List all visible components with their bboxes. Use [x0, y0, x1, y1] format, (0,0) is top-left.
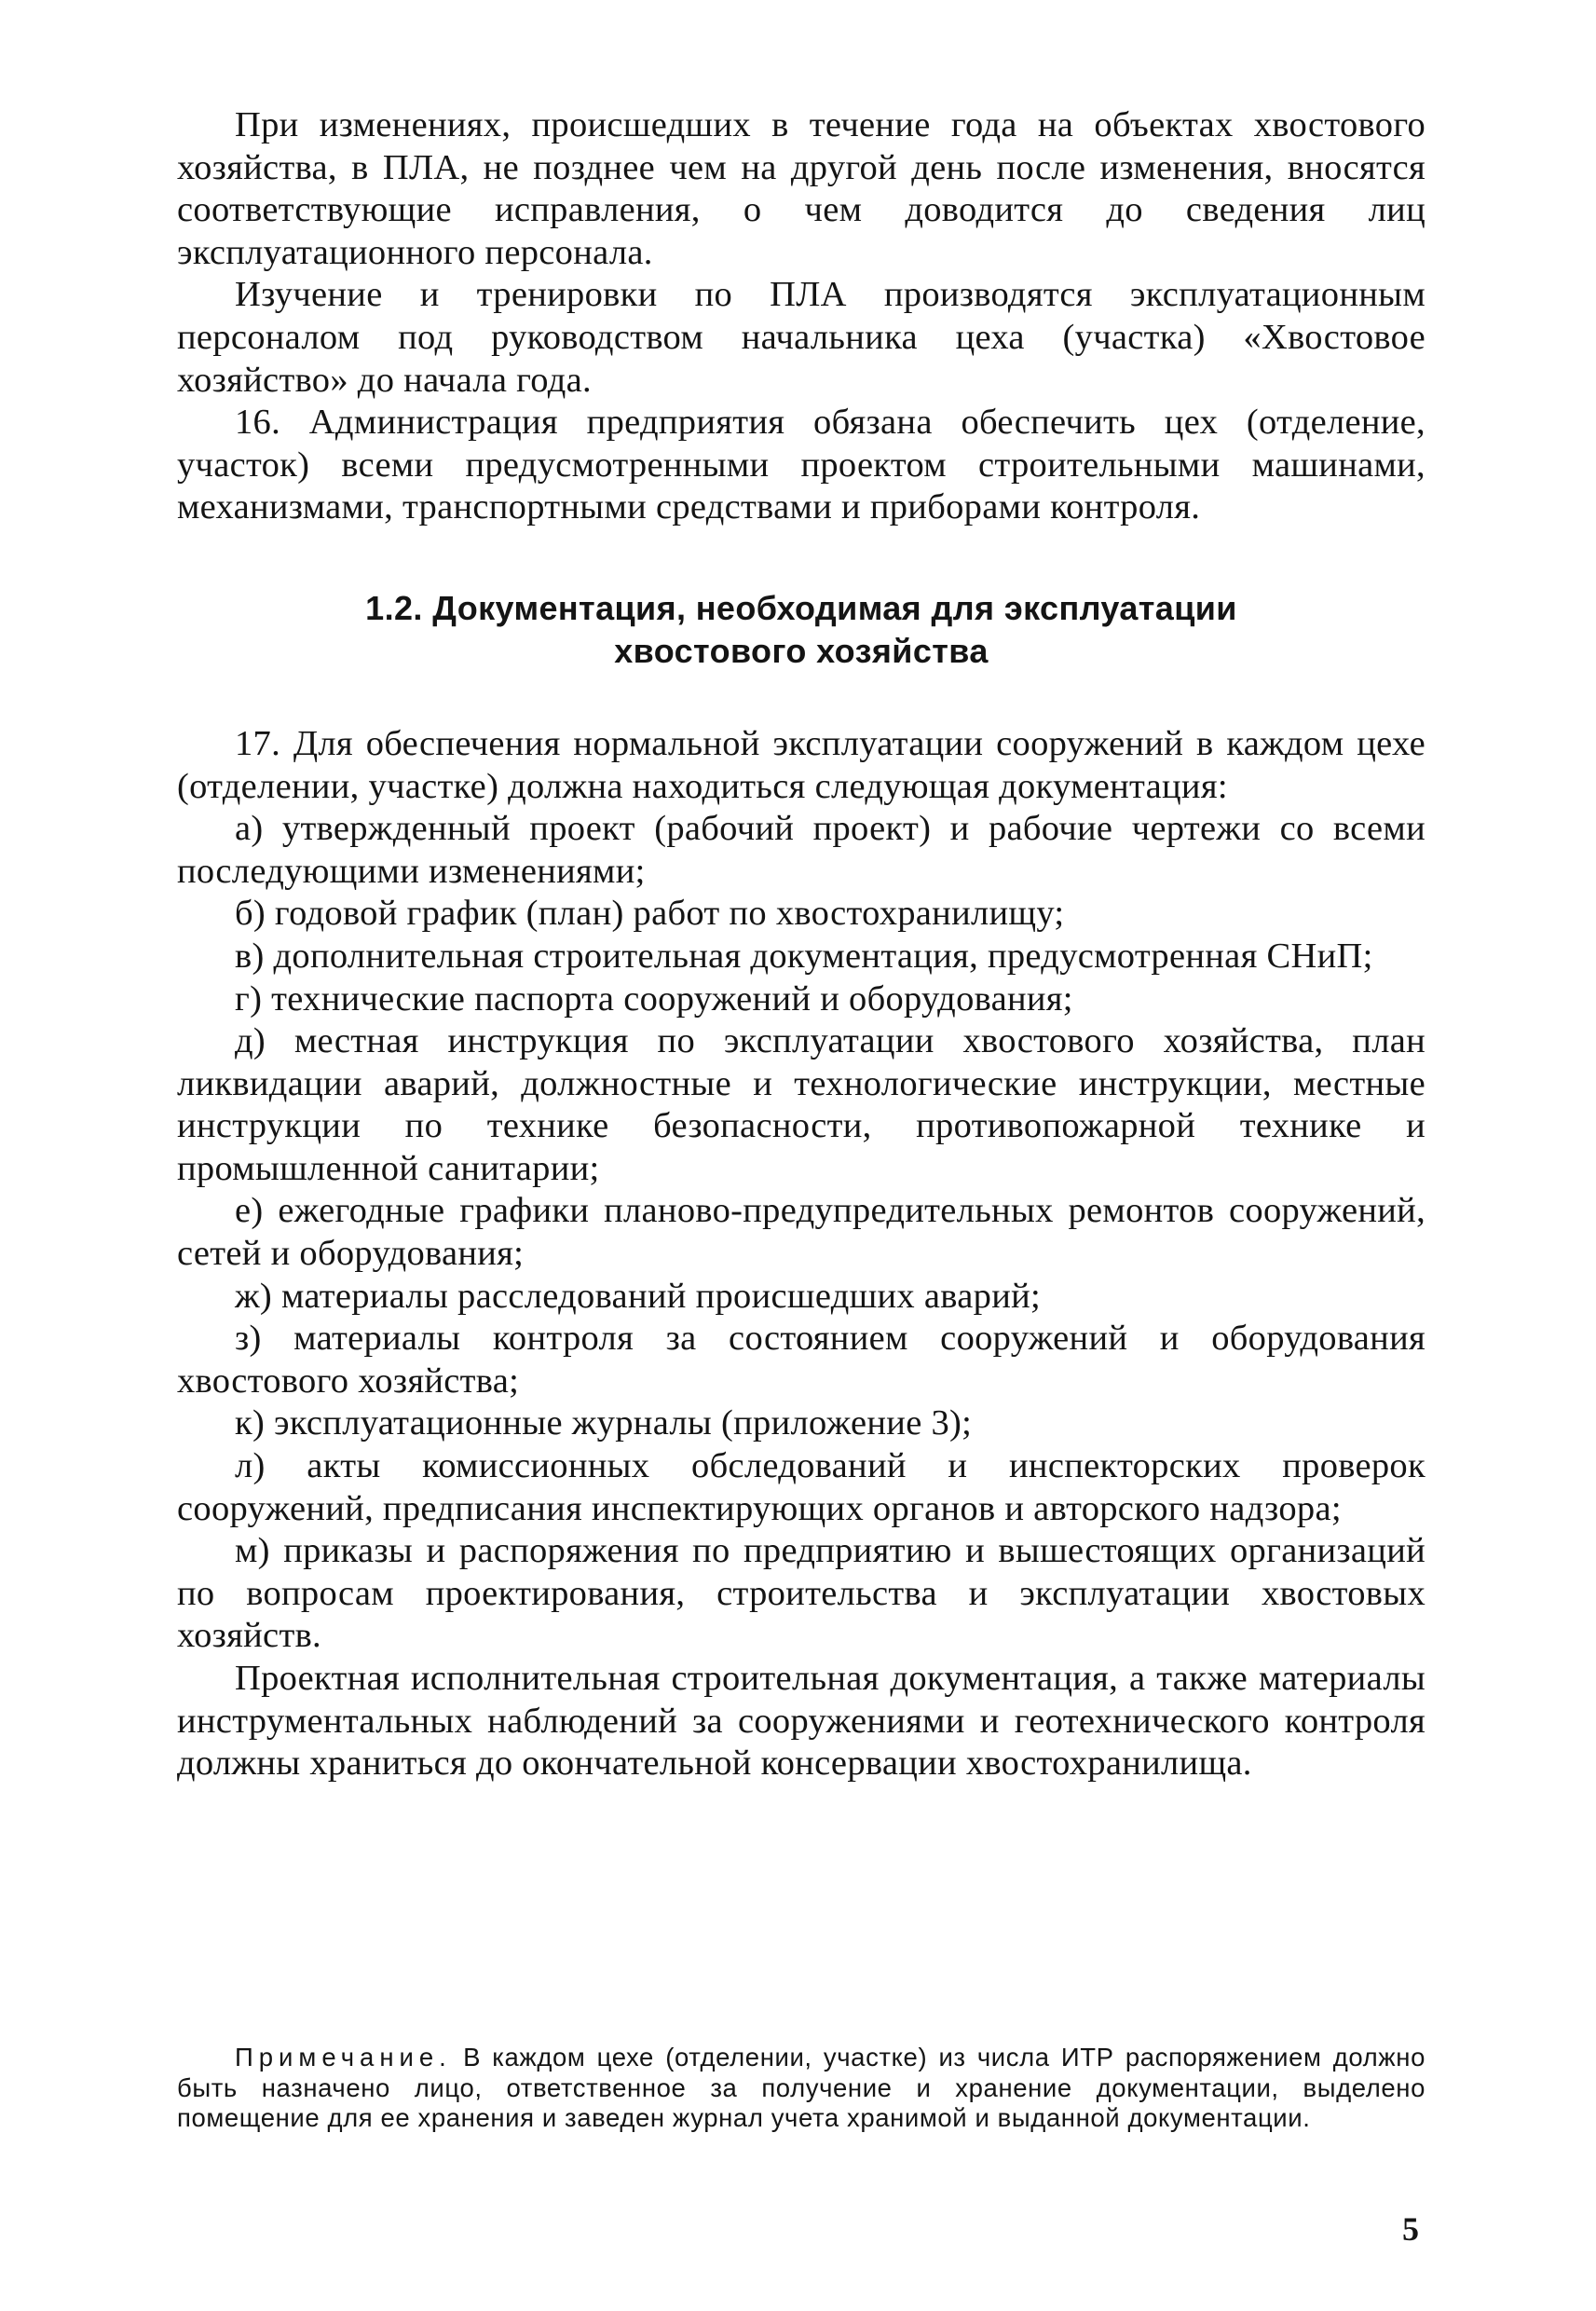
note-text: В каждом цехе (отделении, участке) из числа ИТР распоряжением должно быть назначено лицо, ответственное за получение и хранение документации, выделено помещение для ее хранения и заведен журнал учета хранимой и выданной документации.	[177, 2043, 1425, 2132]
section-title	[177, 587, 1425, 673]
page-number: 5	[1402, 2210, 1419, 2248]
list-item: е) ежегодные графики планово-предупредительных ремонтов сооружений, сетей и оборудования;	[177, 1191, 1425, 1274]
list-item: г) технические паспорта сооружений и оборудования;	[235, 978, 1073, 1019]
list-item: к) эксплуатационные журналы (приложение 3);	[235, 1403, 973, 1443]
paragraph-pla-training: Изучение и тренировки по ПЛА производятся эксплуатационным персоналом под руководством начальника цеха (участка) «Хвостовое хозяйство» до начала года.	[177, 275, 1425, 400]
documentation-list	[177, 808, 1425, 1658]
list-item: з) материалы контроля за состоянием сооружений и оборудования хвостового хозяйства;	[177, 1319, 1425, 1401]
paragraph-pla-changes: При изменениях, происшедших в течение года на объектах хвостового хозяйства, в ПЛА, не позднее чем на другой день после изменения, вносятся соответствующие исправления, о чем доводится до сведения лиц эксплуатационного персонала.	[177, 105, 1425, 272]
list-item: м) приказы и распоряжения по предприятию и вышестоящих организаций по вопросам проектирования, строительства и эксплуатации хвостовых хозяйств.	[177, 1531, 1425, 1656]
paragraph-item-16: 16. Администрация предприятия обязана обеспечить цех (отделение, участок) всеми предусмотренными проектом строительными машинами, механизмами, транспортными средствами и приборами контроля.	[177, 403, 1425, 527]
document-page	[177, 104, 1425, 1785]
note-label: Примечание.	[235, 2043, 452, 2072]
list-item: б) годовой график (план) работ по хвостохранилищу;	[235, 894, 1065, 934]
list-item: в) дополнительная строительная документация, предусмотренная СНиП;	[235, 936, 1373, 976]
section-title-line-1: 1.2. Документация, необходимая для эксплуатации	[365, 588, 1237, 627]
list-item: л) акты комиссионных обследований и инспекторских проверок сооружений, предписания инспектирующих органов и авторского надзора;	[177, 1446, 1425, 1528]
list-item: д) местная инструкция по эксплуатации хвостового хозяйства, план ликвидации аварий, должностные и технологические инструкции, местные инструкции по технике безопасности, противопожарной технике и промышленной санитарии;	[177, 1021, 1425, 1188]
list-item: ж) материалы расследований происшедших аварий;	[235, 1276, 1042, 1316]
paragraph-closing: Проектная исполнительная строительная документация, а также материалы инструментальных наблюдений за сооружениями и геотехнического контроля должны храниться до окончательной консервации хвостохранилища.	[177, 1659, 1425, 1784]
paragraph-item-17: 17. Для обеспечения нормальной эксплуатации сооружений в каждом цехе (отделении, участке) должна находиться следующая документация:	[177, 723, 1425, 806]
section-title-line-2: хвостового хозяйства	[614, 631, 989, 670]
list-item: а) утвержденный проект (рабочий проект) и рабочие чертежи со всеми последующими изменениями;	[177, 809, 1425, 891]
footnote	[177, 2043, 1425, 2134]
